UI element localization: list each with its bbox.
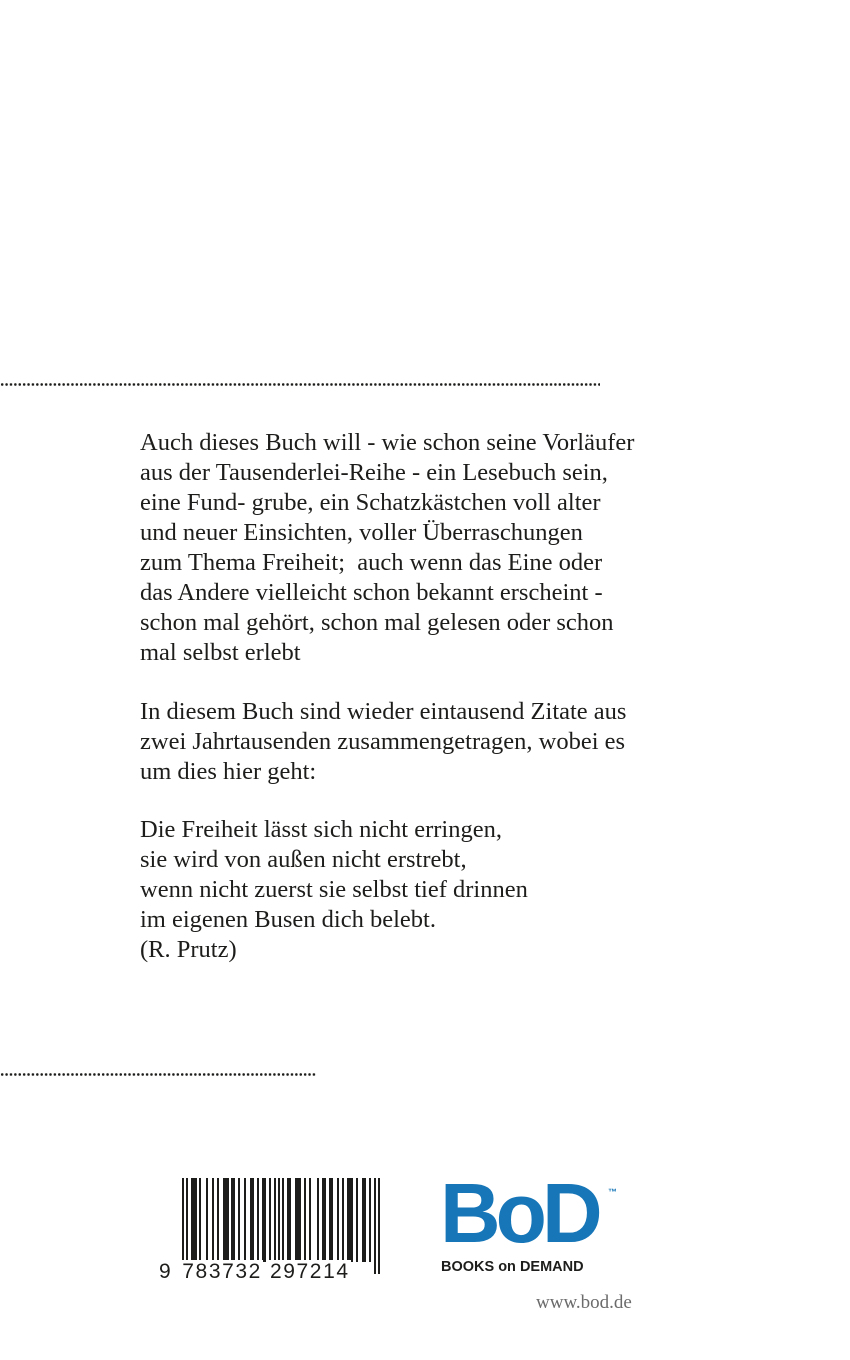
blurb-line: In diesem Buch sind wieder eintausend Zitate aus [140, 698, 627, 725]
blurb-line: zwei Jahrtausenden zusammengetragen, wobei es [140, 728, 626, 755]
blurb-line: Auch dieses Buch will - wie schon seine Vorläufer [140, 429, 635, 456]
bod-logo-wordmark: BoD [440, 1166, 598, 1260]
publisher-url: www.bod.de [536, 1292, 632, 1313]
bod-logo-tagline: BOOKS on DEMAND [441, 1259, 584, 1275]
blurb-line: um dies hier geht: [140, 758, 317, 785]
blurb-line: eine Fund- grube, ein Schatzkästchen voll alter [140, 489, 601, 516]
bod-publisher-logo [440, 1166, 630, 1283]
trademark-symbol: ™ [608, 1187, 617, 1197]
dotted-divider-bottom [0, 1073, 317, 1076]
blurb-line: schon mal gehört, schon mal gelesen oder schon [140, 609, 614, 636]
quote-poem [140, 815, 680, 965]
blurb-line: und neuer Einsichten, voller Überraschungen [140, 519, 583, 546]
blurb-line: das Andere vielleicht schon bekannt erscheint - [140, 579, 603, 606]
poem-line: im eigenen Busen dich belebt. [140, 906, 436, 933]
poem-line: sie wird von außen nicht erstrebt, [140, 846, 467, 873]
poem-attribution: (R. Prutz) [140, 936, 237, 963]
blurb-line: mal selbst erlebt [140, 639, 301, 666]
poem-line: wenn nicht zuerst sie selbst tief drinnen [140, 876, 528, 903]
barcode-group-1: 783732 [182, 1260, 262, 1283]
blurb-paragraph-2 [140, 697, 680, 787]
barcode-group-2: 297214 [269, 1260, 350, 1283]
isbn-barcode [158, 1178, 388, 1288]
blurb-paragraph-1 [140, 428, 680, 668]
barcode-prefix-digit: 9 [159, 1260, 173, 1283]
poem-line: Die Freiheit lässt sich nicht erringen, [140, 816, 502, 843]
dotted-divider-top [0, 383, 600, 386]
blurb-line: zum Thema Freiheit; auch wenn das Eine oder [140, 549, 603, 576]
blurb-line: aus der Tausenderlei-Reihe - ein Lesebuch sein, [140, 459, 608, 486]
barcode-digits [158, 1260, 388, 1284]
